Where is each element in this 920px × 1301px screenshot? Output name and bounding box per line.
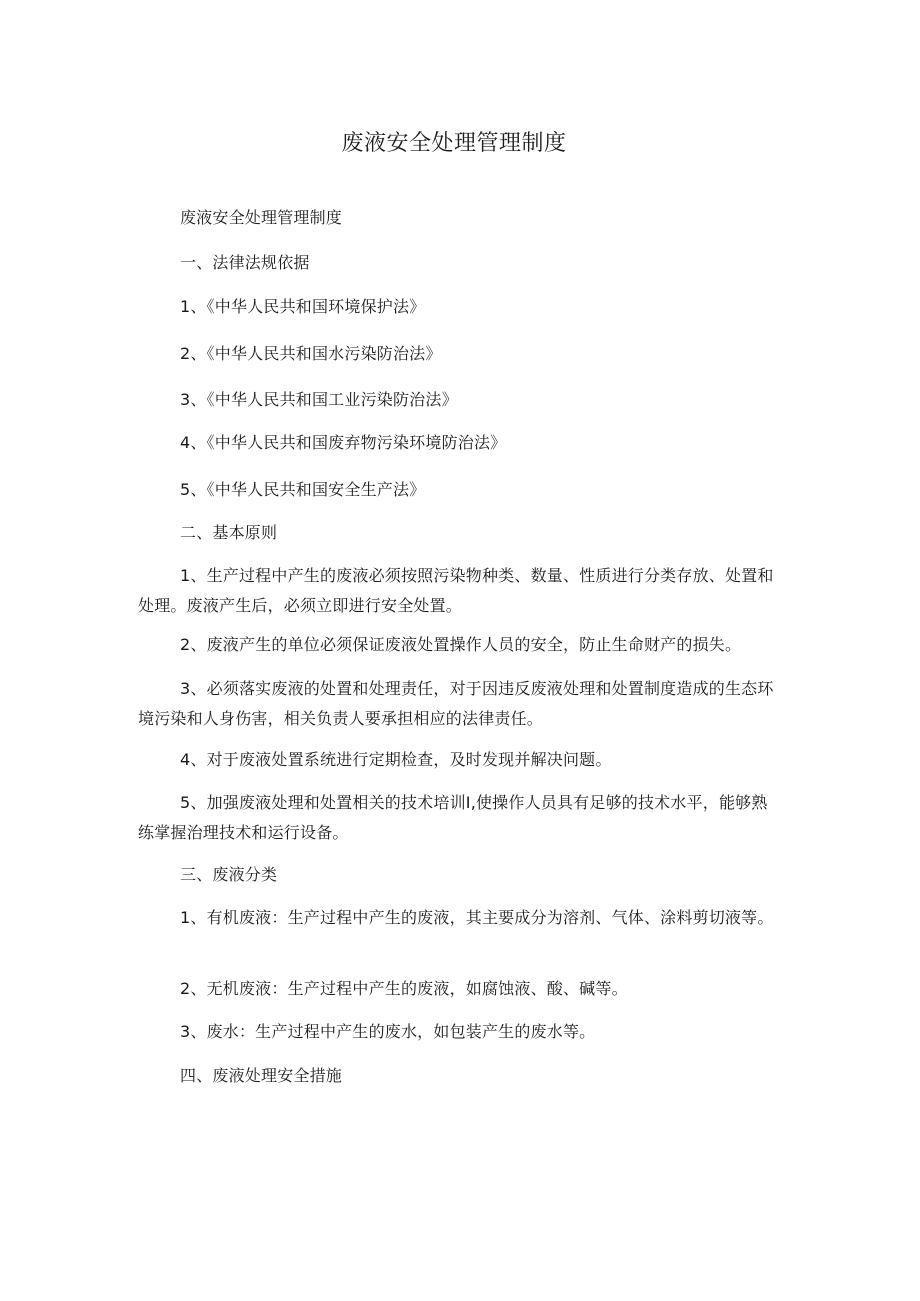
list-item-law-1: 1、《中华人民共和国环境保护法》 — [180, 297, 426, 316]
section-heading-safety-measures: 四、废液处理安全措施 — [180, 1066, 343, 1085]
principle-5: 5、加强废液处理和处置相关的技术培训I,使操作人员具有足够的技术水平，能够熟练掌握治理技术和运行设备。 — [138, 793, 768, 842]
principle-3: 3、必须落实废液的处置和处理责任，对于因违反废液处理和处置制度造成的生态环境污染和人身伤害，相关负责人要承担相应的法律责任。 — [138, 679, 774, 728]
section-heading-classification: 三、废液分类 — [180, 865, 278, 884]
classification-1: 1、有机废液：生产过程中产生的废液，其主要成分为溶剂、气体、涂料剪切液等。 — [180, 908, 774, 927]
principle-2: 2、废液产生的单位必须保证废液处置操作人员的安全，防止生命财产的损失。 — [180, 635, 742, 654]
list-item-law-2: 2、《中华人民共和国水污染防治法》 — [180, 344, 442, 363]
principle-4: 4、对于废液处置系统进行定期检查，及时发现并解决问题。 — [180, 750, 612, 769]
paragraph-subtitle: 废液安全处理管理制度 — [180, 208, 343, 227]
classification-3: 3、废水：生产过程中产生的废水，如包装产生的废水等。 — [180, 1022, 596, 1041]
principle-1: 1、生产过程中产生的废液必须按照污染物种类、数量、性质进行分类存放、处置和处理。废液产生后，必须立即进行安全处置。 — [138, 566, 774, 615]
document-title: 废液安全处理管理制度 — [341, 131, 567, 156]
classification-2: 2、无机废液：生产过程中产生的废液，如腐蚀液、酸、碱等。 — [180, 979, 628, 998]
list-item-law-4: 4、《中华人民共和国废弃物污染环境防治法》 — [180, 433, 507, 452]
list-item-law-3: 3、《中华人民共和国工业污染防治法》 — [180, 390, 458, 409]
section-heading-principles: 二、基本原则 — [180, 523, 278, 542]
section-heading-legal-basis: 一、法律法规依据 — [180, 253, 310, 272]
list-item-law-5: 5、《中华人民共和国安全生产法》 — [180, 480, 426, 499]
